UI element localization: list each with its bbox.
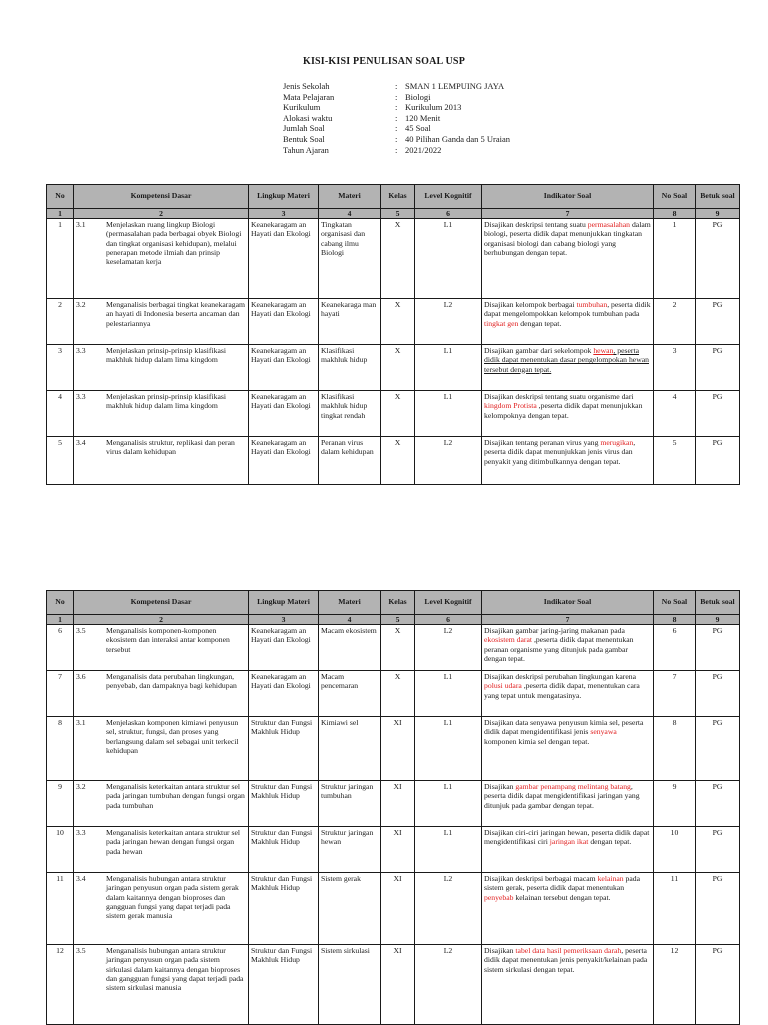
- table-row: [47, 827, 740, 873]
- column-number: 1: [47, 615, 74, 625]
- info-value: Biologi: [405, 91, 431, 102]
- kompetensi-dasar: [74, 827, 249, 873]
- indikator-highlight: hewan: [593, 346, 614, 355]
- kompetensi-dasar: [74, 873, 249, 945]
- kelas: XI: [381, 827, 415, 873]
- no-soal: 5: [654, 437, 696, 485]
- table-row: [47, 391, 740, 437]
- table-row: [47, 299, 740, 345]
- indikator-text: Disajikan deskripsi tentang suatu: [484, 220, 588, 229]
- info-label: Mata Pelajaran: [283, 91, 335, 102]
- info-row: [283, 145, 510, 156]
- indikator-highlight: permasalahan: [587, 220, 631, 229]
- bentuk-soal: PG: [696, 345, 740, 391]
- bentuk-soal: PG: [696, 671, 740, 717]
- no-soal: 3: [654, 345, 696, 391]
- bentuk-soal: PG: [696, 827, 740, 873]
- indikator-text: , peserta didik dapat menentukan jenis penyakit/kelainan pada sistem sirkulasi dengan tepat.: [484, 946, 648, 974]
- column-number-row: [47, 615, 740, 625]
- indikator-text: Disajikan tentang peranan virus yang: [484, 438, 601, 447]
- bentuk-soal: PG: [696, 873, 740, 945]
- info-colon: :: [395, 112, 398, 123]
- indikator-soal: [482, 781, 654, 827]
- row-number: 6: [47, 625, 74, 671]
- indikator-text: , peserta didik dapat menentukan dasar pengelompokan hewan tersebut dengan tepat.: [484, 346, 650, 374]
- indikator-text: dengan tepat.: [588, 837, 632, 847]
- indikator-soal: [482, 219, 654, 299]
- table-row: [47, 717, 740, 781]
- column-number-row: [47, 209, 740, 219]
- row-number: 8: [47, 717, 74, 781]
- column-number: 1: [47, 209, 74, 219]
- info-value: 40 Pilihan Ganda dan 5 Uraian: [405, 133, 511, 144]
- bentuk-soal: PG: [696, 717, 740, 781]
- no-soal: 11: [654, 873, 696, 945]
- lingkup-materi: Struktur dan Fungsi Makhluk Hidup: [249, 945, 319, 1025]
- kd-text: Menganalisis keterkaitan antara struktur sel pada jaringan tumbuhan dengan fungsi organ pada tumbuhan: [106, 782, 245, 810]
- column-number: 6: [415, 615, 482, 625]
- bentuk-soal: PG: [696, 391, 740, 437]
- level-kognitif: L1: [415, 219, 482, 299]
- indikator-soal: [482, 345, 654, 391]
- indikator-text: Disajikan deskripsi perubahan lingkungan karena: [484, 672, 636, 681]
- indikator-text: , peserta didik dapat mengelompokkan kelompok tumbuhan pada: [484, 300, 651, 319]
- row-number: 5: [47, 437, 74, 485]
- kd-text: Menganalisis berbagai tingkat keanekaragam an hayati di Indonesia beserta ancaman dan pelestariannya: [106, 300, 245, 328]
- level-kognitif: L1: [415, 827, 482, 873]
- info-colon: :: [395, 133, 398, 144]
- indikator-highlight: kingdom Protista: [484, 401, 537, 411]
- info-row: [283, 134, 510, 145]
- header-kompetensi-dasar: Kompetensi Dasar: [74, 591, 249, 615]
- kelas: XI: [381, 945, 415, 1025]
- info-value: Kurikulum 2013: [405, 102, 462, 113]
- bentuk-soal: PG: [696, 945, 740, 1025]
- kd-number: 3.3: [76, 392, 86, 401]
- indikator-highlight: senyawa: [590, 727, 617, 737]
- kelas: X: [381, 299, 415, 345]
- lingkup-materi: Keanekaragam an Hayati dan Ekologi: [249, 345, 319, 391]
- table-row: [47, 219, 740, 299]
- info-colon: :: [395, 144, 398, 155]
- kompetensi-dasar: [74, 437, 249, 485]
- header-level-kognitif: Level Kognitif: [415, 185, 482, 209]
- header-lingkup-materi: Lingkup Materi: [249, 185, 319, 209]
- row-number: 11: [47, 873, 74, 945]
- header-materi: Materi: [319, 591, 381, 615]
- info-colon: :: [395, 102, 398, 113]
- level-kognitif: L1: [415, 345, 482, 391]
- level-kognitif: L2: [415, 945, 482, 1025]
- indikator-soal: [482, 299, 654, 345]
- kelas: XI: [381, 873, 415, 945]
- level-kognitif: L1: [415, 781, 482, 827]
- kd-number: 3.4: [76, 438, 86, 447]
- header-no-soal: No Soal: [654, 185, 696, 209]
- materi: Keanekaraga man hayati: [319, 299, 381, 345]
- column-number: 9: [696, 615, 740, 625]
- materi: Struktur jaringan tumbuhan: [319, 781, 381, 827]
- row-number: 10: [47, 827, 74, 873]
- no-soal: 9: [654, 781, 696, 827]
- indikator-text: dalam biologi, peserta didik dapat menunjukkan tingkatan organisasi biologi dan cabang biologi yang berhubungan dengan tepat.: [484, 220, 651, 257]
- no-soal: 1: [654, 219, 696, 299]
- lingkup-materi: Struktur dan Fungsi Makhluk Hidup: [249, 827, 319, 873]
- kd-text: Menganalisis data perubahan lingkungan, penyebab, dan dampaknya bagi kehidupan: [106, 672, 237, 691]
- column-number: 3: [249, 209, 319, 219]
- column-number: 3: [249, 615, 319, 625]
- indikator-text: , peserta didik dapat menunjukkan jenis virus dan penyakit yang ditimbulkannya dengan tepat.: [484, 438, 636, 466]
- kelas: X: [381, 625, 415, 671]
- table-row: [47, 437, 740, 485]
- table-header-row: [47, 185, 740, 209]
- info-colon: :: [395, 123, 398, 134]
- kelas: X: [381, 219, 415, 299]
- no-soal: 10: [654, 827, 696, 873]
- info-value: SMAN 1 LEMPUING JAYA: [405, 81, 505, 91]
- indikator-text: komponen kimia sel dengan tepat.: [484, 736, 590, 746]
- indikator-soal: [482, 945, 654, 1025]
- info-label: Bentuk Soal: [283, 133, 325, 144]
- kd-number: 3.3: [76, 346, 86, 355]
- no-soal: 4: [654, 391, 696, 437]
- indikator-text: ,peserta didik dapat, menentukan cara yang tepat untuk mengatasinya.: [484, 681, 640, 700]
- kd-number: 3.6: [76, 672, 86, 681]
- kd-text: Menganalisis hubungan antara struktur jaringan penyusun organ pada sistem gerak dalam kaitannya dengan bioproses dan gangguan fungsi yang dapat terjadi pada sistem gerak manusia: [106, 874, 239, 921]
- lingkup-materi: Struktur dan Fungsi Makhluk Hidup: [249, 781, 319, 827]
- no-soal: 12: [654, 945, 696, 1025]
- header-indikator-soal: Indikator Soal: [482, 591, 654, 615]
- indikator-soal: [482, 717, 654, 781]
- indikator-text: , peserta didik dapat mengidentifikasi jaringan yang ditunjuk pada gambar dengan tepat.: [484, 782, 640, 810]
- indikator-text: ,peserta didik dapat menentukan peranan organisme yang ditunjuk pada gambar dengan tepat.: [484, 635, 634, 663]
- header-materi: Materi: [319, 185, 381, 209]
- indikator-highlight: gambar penampang melintang batang: [515, 782, 631, 791]
- info-colon: :: [395, 81, 398, 91]
- materi: Macam pencemaran: [319, 671, 381, 717]
- header-indikator-soal: Indikator Soal: [482, 185, 654, 209]
- indikator-highlight: tingkat gen: [484, 318, 519, 328]
- kelas: X: [381, 345, 415, 391]
- kd-number: 3.2: [76, 782, 86, 791]
- header-kompetensi-dasar: Kompetensi Dasar: [74, 185, 249, 209]
- column-number: 9: [696, 209, 740, 219]
- header-no: No: [47, 185, 74, 209]
- indikator-text: ,peserta didik dapat menunjukkan kelompoknya dengan tepat.: [484, 401, 643, 420]
- level-kognitif: L1: [415, 671, 482, 717]
- row-number: 9: [47, 781, 74, 827]
- kompetensi-dasar: [74, 945, 249, 1025]
- kd-number: 3.2: [76, 300, 86, 309]
- indikator-soal: [482, 873, 654, 945]
- indikator-highlight: kelainan: [597, 874, 624, 883]
- table-header-row: [47, 591, 740, 615]
- row-number: 12: [47, 945, 74, 1025]
- header-level-kognitif: Level Kognitif: [415, 591, 482, 615]
- no-soal: 8: [654, 717, 696, 781]
- indikator-text: Disajikan ciri-ciri jaringan hewan, peserta didik dapat mengidentifikasi ciri: [484, 828, 650, 847]
- level-kognitif: L2: [415, 625, 482, 671]
- kelas: XI: [381, 717, 415, 781]
- table-row: [47, 671, 740, 717]
- lingkup-materi: Keanekaragam an Hayati dan Ekologi: [249, 625, 319, 671]
- table-row: [47, 873, 740, 945]
- bentuk-soal: PG: [696, 219, 740, 299]
- lingkup-materi: Keanekaragam an Hayati dan Ekologi: [249, 219, 319, 299]
- indikator-soal: [482, 437, 654, 485]
- header-bentuk-soal: Betuk soal: [696, 185, 740, 209]
- materi: Sistem sirkulasi: [319, 945, 381, 1025]
- row-number: 2: [47, 299, 74, 345]
- indikator-highlight: ekosistem darat: [484, 635, 533, 645]
- level-kognitif: L2: [415, 873, 482, 945]
- info-label: Jumlah Soal: [283, 123, 325, 134]
- header-bentuk-soal: Betuk soal: [696, 591, 740, 615]
- column-number: 7: [482, 615, 654, 625]
- indikator-text: Disajikan gambar dari sekelompok: [484, 346, 594, 355]
- table-row: [47, 345, 740, 391]
- indikator-text: Disajikan deskripsi tentang suatu organisme dari: [484, 392, 634, 401]
- info-label: Alokasi waktu: [283, 112, 333, 123]
- materi: Kimiawi sel: [319, 717, 381, 781]
- kompetensi-dasar: [74, 717, 249, 781]
- table-row: [47, 781, 740, 827]
- kd-text: Menganalisis keterkaitan antara struktur sel pada jaringan hewan dengan fungsi organ pada hewan: [106, 828, 241, 856]
- indikator-highlight: merugikan: [600, 438, 634, 447]
- indikator-text: Disajikan kelompok berbagai: [484, 300, 577, 309]
- kd-text: Menganalisis hubungan antara struktur jaringan penyusun organ pada sistem sirkulasi dalam kaitannya dengan bioproses dan gangguan fungsi yang dapat terjadi pada sistem sirkulasi manusia: [106, 946, 244, 993]
- row-number: 4: [47, 391, 74, 437]
- lingkup-materi: Keanekaragam an Hayati dan Ekologi: [249, 391, 319, 437]
- indikator-highlight: tabel data hasil pemeriksaan darah: [515, 946, 622, 955]
- level-kognitif: L1: [415, 717, 482, 781]
- kelas: X: [381, 391, 415, 437]
- kelas: X: [381, 671, 415, 717]
- column-number: 2: [74, 615, 249, 625]
- column-number: 5: [381, 209, 415, 219]
- no-soal: 2: [654, 299, 696, 345]
- header-kelas: Kelas: [381, 591, 415, 615]
- kd-text: Menjelaskan komponen kimiawi penyusun sel, struktur, fungsi, dan proses yang berlangsung dalam sel sebagai unit terkecil kehidupan: [106, 718, 239, 755]
- column-number: 8: [654, 615, 696, 625]
- level-kognitif: L2: [415, 299, 482, 345]
- no-soal: 6: [654, 625, 696, 671]
- kompetensi-dasar: [74, 219, 249, 299]
- kd-number: 3.1: [76, 718, 86, 727]
- column-number: 5: [381, 615, 415, 625]
- no-soal: 7: [654, 671, 696, 717]
- level-kognitif: L2: [415, 437, 482, 485]
- row-number: 1: [47, 219, 74, 299]
- kd-text: Menganalisis komponen-komponen ekosistem dan interaksi antar komponen tersebut: [106, 626, 230, 654]
- info-row: [283, 113, 510, 124]
- lingkup-materi: Struktur dan Fungsi Makhluk Hidup: [249, 717, 319, 781]
- kd-text: Menjelaskan prinsip-prinsip klasifikasi makhluk hidup dalam lima kingdom: [106, 392, 226, 411]
- kelas: X: [381, 437, 415, 485]
- materi: Sistem gerak: [319, 873, 381, 945]
- lingkup-materi: Struktur dan Fungsi Makhluk Hidup: [249, 873, 319, 945]
- table-row: [47, 625, 740, 671]
- kd-text: Menjelaskan prinsip-prinsip klasifikasi makhluk hidup dalam lima kingdom: [106, 346, 226, 365]
- materi: Macam ekosistem: [319, 625, 381, 671]
- kisi-kisi-table-2: [46, 590, 740, 1025]
- info-row: [283, 81, 510, 92]
- kompetensi-dasar: [74, 391, 249, 437]
- lingkup-materi: Keanekaragam an Hayati dan Ekologi: [249, 671, 319, 717]
- info-row: [283, 102, 510, 113]
- kisi-kisi-table-1: [46, 184, 740, 485]
- column-number: 6: [415, 209, 482, 219]
- lingkup-materi: Keanekaragam an Hayati dan Ekologi: [249, 437, 319, 485]
- materi: Tingkatan organisasi dan cabang ilmu Biologi: [319, 219, 381, 299]
- materi: Peranan virus dalam kehidupan: [319, 437, 381, 485]
- column-number: 4: [319, 615, 381, 625]
- indikator-soal: [482, 625, 654, 671]
- header-no: No: [47, 591, 74, 615]
- school-info: [283, 81, 510, 155]
- info-value: 120 Menit: [405, 112, 441, 123]
- kd-number: 3.3: [76, 828, 86, 837]
- kd-text: Menganalisis struktur, replikasi dan peran virus dalam kehidupan: [106, 438, 235, 457]
- kd-number: 3.4: [76, 874, 86, 883]
- column-number: 2: [74, 209, 249, 219]
- column-number: 7: [482, 209, 654, 219]
- bentuk-soal: PG: [696, 781, 740, 827]
- indikator-highlight: polusi udara: [484, 681, 522, 691]
- kompetensi-dasar: [74, 625, 249, 671]
- header-lingkup-materi: Lingkup Materi: [249, 591, 319, 615]
- info-value: 2021/2022: [405, 144, 442, 155]
- indikator-soal: [482, 827, 654, 873]
- indikator-text: Disajikan: [484, 946, 516, 955]
- info-value: 45 Soal: [405, 123, 431, 134]
- kd-number: 3.5: [76, 946, 86, 955]
- materi: Struktur jaringan hewan: [319, 827, 381, 873]
- info-label: Jenis Sekolah: [283, 81, 330, 91]
- info-colon: :: [395, 91, 398, 102]
- row-number: 3: [47, 345, 74, 391]
- indikator-soal: [482, 671, 654, 717]
- bentuk-soal: PG: [696, 625, 740, 671]
- kompetensi-dasar: [74, 781, 249, 827]
- kd-number: 3.1: [76, 220, 86, 229]
- info-label: Tahun Ajaran: [283, 144, 329, 155]
- indikator-text: Disajikan gambar jaring-jaring makanan pada: [484, 626, 625, 635]
- column-number: 4: [319, 209, 381, 219]
- indikator-soal: [482, 391, 654, 437]
- table-row: [47, 945, 740, 1025]
- indikator-text: kelainan tersebut dengan tepat.: [513, 892, 611, 902]
- materi: Klasifikasi makhluk hidup tingkat rendah: [319, 391, 381, 437]
- kompetensi-dasar: [74, 671, 249, 717]
- kd-number: 3.5: [76, 626, 86, 635]
- indikator-text: Disajikan deskripsi berbagai macam: [484, 874, 598, 883]
- header-kelas: Kelas: [381, 185, 415, 209]
- header-no-soal: No Soal: [654, 591, 696, 615]
- lingkup-materi: Keanekaragam an Hayati dan Ekologi: [249, 299, 319, 345]
- kelas: XI: [381, 781, 415, 827]
- kompetensi-dasar: [74, 299, 249, 345]
- indikator-text: Disajikan data senyawa penyusun kimia sel, peserta didik dapat mengidentifikasi jenis: [484, 718, 644, 737]
- indikator-text: Disajikan: [484, 782, 516, 791]
- indikator-text: dengan tepat.: [518, 318, 562, 328]
- materi: Klasifikasi makhluk hidup: [319, 345, 381, 391]
- kd-text: Menjelaskan ruang lingkup Biologi (permasalahan pada berbagai obyek Biologi dan tingkat organisasi kehidupan), melalui penerapan metode ilmiah dan prinsip keselamatan kerja: [106, 220, 242, 267]
- column-number: 8: [654, 209, 696, 219]
- bentuk-soal: PG: [696, 437, 740, 485]
- kompetensi-dasar: [74, 345, 249, 391]
- indikator-highlight: jaringan ikat: [549, 837, 589, 847]
- indikator-text: pada sistem gerak, peserta didik dapat menentukan: [484, 874, 641, 893]
- info-row: [283, 123, 510, 134]
- info-row: [283, 92, 510, 103]
- level-kognitif: L1: [415, 391, 482, 437]
- indikator-highlight: penyebab: [484, 892, 514, 902]
- info-label: Kurikulum: [283, 102, 321, 113]
- bentuk-soal: PG: [696, 299, 740, 345]
- document-title: KISI-KISI PENULISAN SOAL USP: [302, 56, 466, 67]
- indikator-highlight: tumbuhan: [576, 300, 608, 309]
- row-number: 7: [47, 671, 74, 717]
